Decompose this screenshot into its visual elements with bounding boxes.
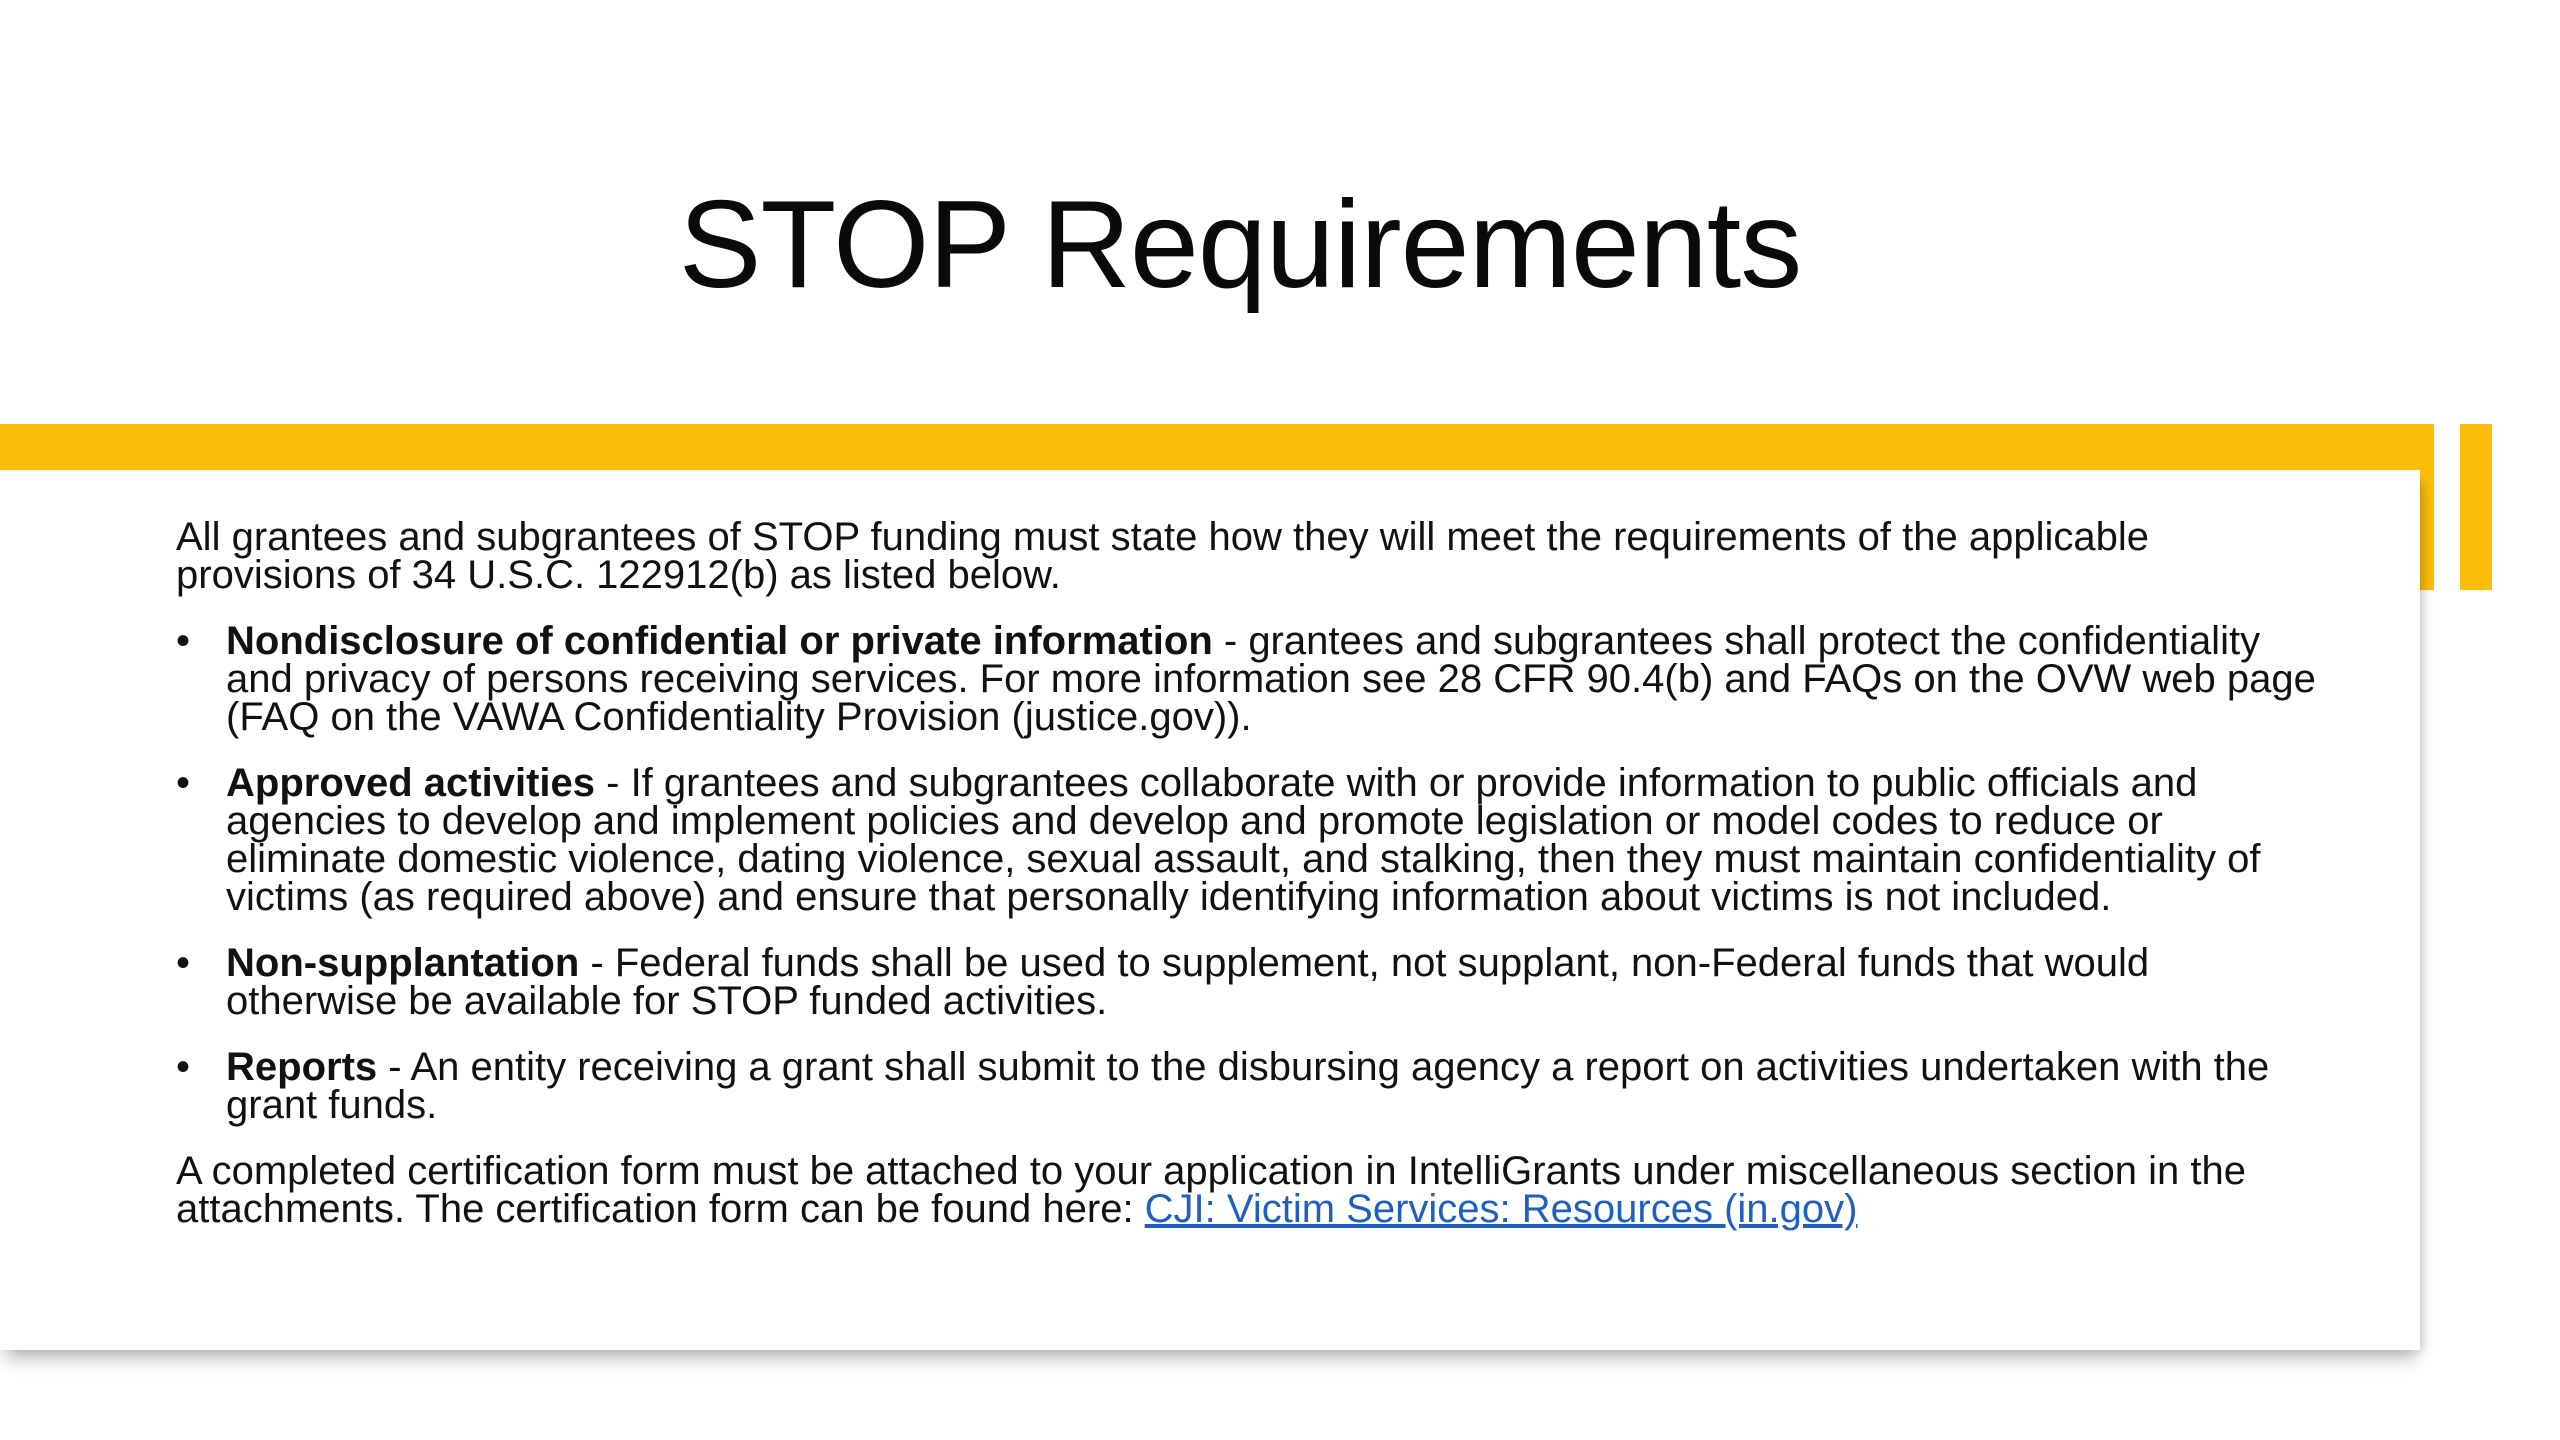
bullet-icon: •: [176, 1045, 191, 1089]
bullet-icon: •: [176, 941, 191, 985]
item-term: Approved activities: [226, 761, 596, 805]
accent-bar: [0, 424, 2432, 470]
item-term: Reports: [226, 1045, 378, 1089]
list-item-nondisclosure: [176, 619, 2326, 739]
item-text: - An entity receiving a grant shall submit to the disbursing agency a report on activities undertaken with the grant funds.: [226, 1045, 2270, 1127]
list-item-reports: [176, 1045, 2326, 1127]
accent-bar-vertical-outer: [2460, 424, 2492, 590]
closing-text: A completed certification form must be attached to your application in IntelliGrants under miscellaneous section in the attachments. The certification form can be found here:: [176, 1149, 2246, 1231]
list-item-non-supplantation: [176, 941, 2326, 1023]
list-item-approved-activities: [176, 761, 2326, 919]
bullet-icon: •: [176, 761, 191, 805]
intro-paragraph: All grantees and subgrantees of STOP funding must state how they will meet the requirements of the applicable provisions of 34 U.S.C. 122912(b) as listed below.: [176, 515, 2149, 597]
resources-link[interactable]: CJI: Victim Services: Resources (in.gov): [1144, 1187, 1858, 1231]
content-body: [176, 515, 2326, 1256]
slide-title: STOP Requirements: [678, 176, 1802, 314]
item-text: - Federal funds shall be used to supplement, not supplant, non-Federal funds that would otherwise be available for STOP funded activities.: [226, 941, 2150, 1023]
item-text: - If grantees and subgrantees collaborate with or provide information to public officials and agencies to develop and implement policies and develop and promote legislation or model codes to reduce or eliminate domestic violence, dating violence, sexual assault, and stalking, then they must maintain confidentiality of victims (as required above) and ensure that personally identifying information about victims is not included.: [226, 761, 2261, 919]
requirements-list: [176, 619, 2326, 1127]
item-text: - grantees and subgrantees shall protect the confidentiality and privacy of persons receiving services. For more information see 28 CFR 90.4(b) and FAQs on the OVW web page (FAQ on the VAWA Confidentiality Provision (justice.gov)).: [226, 619, 2316, 739]
bullet-icon: •: [176, 619, 191, 663]
item-term: Nondisclosure of confidential or private information: [226, 619, 1213, 663]
closing-paragraph: [176, 1149, 2326, 1231]
accent-bar-vertical-inner: [2420, 424, 2434, 590]
item-term: Non-supplantation: [226, 941, 580, 985]
